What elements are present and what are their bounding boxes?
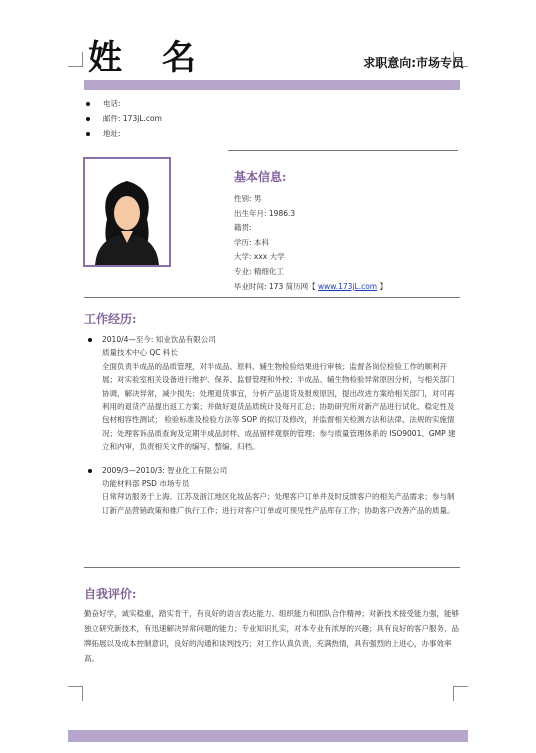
info-major: 专业: 精细化工 (234, 266, 284, 276)
work-item-role: 功能材料部 PSD 市场专员 (102, 479, 190, 489)
divider (84, 567, 460, 568)
info-gender: 性别: 男 (234, 194, 262, 203)
grad-suffix: 】 (379, 281, 387, 291)
info-university: 大学: xxx 大学 (234, 252, 285, 262)
phone-label: 电话: (103, 99, 121, 108)
contact-email (86, 111, 162, 126)
basic-info-title: 基本信息: (234, 170, 287, 184)
bullet-icon (86, 117, 90, 121)
crop-mark-bottom-right (453, 686, 468, 701)
basic-info-list (234, 192, 387, 294)
work-item-header: 2009/3—2010/3: 智业化工有限公司 (102, 465, 228, 475)
crop-mark-bottom-left (68, 686, 83, 701)
footer-bar (68, 730, 468, 742)
self-eval-text: 勤奋好学，诚实稳重，踏实肯干，有良好的语言表达能力、组织能力和团队合作精神；对新技术接受能力强，能够独立研究新技术，有迅速解决异常问题的能力；专业知识扎实，对本专业有浓厚的兴趣；具有良好的客户服务、品牌拓展以及成本控制意识，良好的沟通和谈判技巧；对工作认真负责，充满热情，具有强烈的上进心，办事效率高。 (84, 609, 459, 663)
work-item (88, 464, 458, 518)
info-birth: 出生年月: 1986.3 (234, 208, 296, 218)
grad-prefix: 毕业时间: 173 简历网【 (234, 281, 316, 291)
bullet-icon (86, 132, 90, 136)
info-degree: 学历: 本科 (234, 237, 269, 247)
bullet-icon (88, 469, 92, 473)
work-item-role: 质量技术中心 QC 科长 (102, 348, 178, 358)
work-item-header: 2010/4—至今: 知业饮品有限公司 (102, 335, 216, 344)
contact-address (86, 126, 162, 141)
crop-mark-top-left (68, 52, 83, 67)
email-label: 邮件: 173jL.com (103, 114, 162, 123)
resume-name: 姓 名 (88, 38, 210, 78)
grad-link[interactable]: www.173jL.com (318, 281, 378, 291)
contact-phone (86, 96, 162, 111)
bullet-icon (86, 102, 90, 106)
self-eval-title: 自我评价: (84, 587, 137, 601)
profile-photo (83, 157, 171, 267)
bullet-icon (88, 338, 92, 342)
work-title: 工作经历: (84, 312, 137, 326)
divider (84, 297, 460, 298)
work-item (88, 333, 458, 454)
contact-list (86, 96, 162, 141)
info-native: 籍贯: (234, 223, 252, 233)
header-bar (84, 80, 460, 90)
work-item-desc: 日常拜访服务于上海、江苏及浙江地区化妆品客户；处理客户订单并及时反馈客户的相关产品需求；参与制订新产品营销政策和推广执行工作；进行对客户订单或可预见性产品库存工作；协助客户改善产品的质量。 (102, 492, 455, 515)
job-target: 求职意向:市场专员 (363, 56, 464, 70)
work-item-desc: 全面负责半成品的品质管理，对半成品、原料、辅生物检验结果进行审核；监督各岗位检验工作的顺利开展；对实验室相关设备进行维护、保养、监督管理和外校；半成品、辅生物检验异常原因分析，与相关部门协调，解决异常，减少损失；处理退货事宜，分析产品退货及报废原因，提出改进方案给相关部门，对可再利用的退货产品提出返工方案；并做好退货品质统计及每月汇总；协助研究所对新产品进行试化、稳定性及包材相容性测试； 检验标准及检验方法等 SOP 的拟订及修改，并监督相关检测方法和法律、法规的实施情况；处理客诉品质查询及定期半成品封样、成品留样观察的管理；参与质量管理体系的 ISO9001、GMP 建立和内审，负责相关文件的编写、整编、归档。 (102, 361, 456, 452)
address-label: 地址: (103, 129, 121, 138)
work-list (88, 333, 458, 517)
avatar-icon (85, 159, 169, 265)
info-graduation (234, 280, 387, 295)
divider (228, 150, 458, 151)
